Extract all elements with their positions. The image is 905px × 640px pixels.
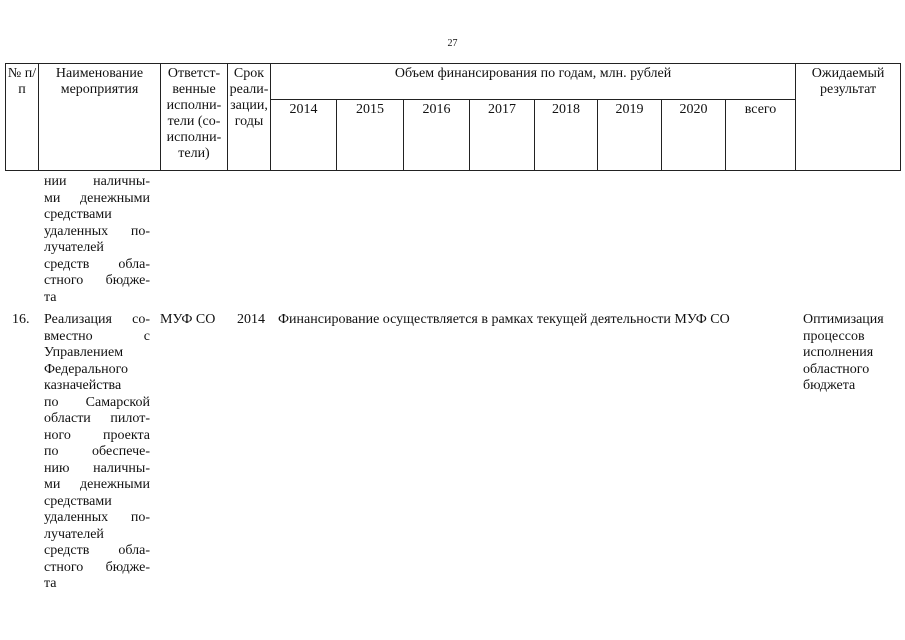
- row16-financing: Финансирование осуществляется в рамках текущей деятельности МУФ СО: [278, 312, 730, 327]
- row16-name-line: области пилот-: [44, 411, 150, 426]
- year-total: всего: [726, 100, 796, 171]
- header-num: № п/п: [6, 64, 39, 171]
- continuation-line: та: [44, 289, 57, 305]
- continuation-line: ми денежными: [44, 190, 150, 206]
- year-2015: 2015: [337, 100, 404, 171]
- row16-name-line: удаленных по-: [44, 510, 150, 525]
- row16-name-line: нию наличны-: [44, 460, 150, 476]
- year-2016: 2016: [404, 100, 470, 171]
- row16-name-line: средствами: [44, 493, 112, 509]
- continuation-line: средствами: [44, 207, 112, 222]
- row16-result-line: областного: [803, 361, 870, 377]
- row16-name-line: казначейства: [44, 378, 122, 393]
- row16-result-line: процессов: [803, 328, 865, 344]
- year-2014: 2014: [271, 100, 337, 171]
- year-2017: 2017: [470, 100, 535, 171]
- row16-name-line: та: [44, 576, 57, 591]
- row16-name-line: ного проекта: [44, 427, 150, 443]
- header-financing: Объем финансирования по годам, млн. рублей: [271, 64, 796, 100]
- row16-name-line: вместно с: [44, 328, 150, 344]
- row16-result-line: бюджета: [803, 378, 856, 393]
- continuation-line: нии наличны-: [44, 174, 150, 189]
- year-2020: 2020: [662, 100, 726, 171]
- row16-result: [803, 312, 898, 395]
- row16-name-line: по обеспече-: [44, 444, 150, 459]
- table-header: [5, 63, 901, 171]
- header-term: Срок реали-зации, годы: [228, 64, 271, 171]
- row16-name-line: лучателей: [44, 526, 104, 542]
- row16-result-line: Оптимизация: [803, 312, 884, 327]
- row16-term: 2014: [237, 312, 265, 327]
- row16-name-line: Реализация со-: [44, 312, 150, 327]
- year-2019: 2019: [598, 100, 662, 171]
- row16-responsible: МУФ СО: [160, 312, 216, 327]
- row16-result-line: исполнения: [803, 345, 874, 360]
- continuation-name: [44, 174, 150, 306]
- page-number: 27: [447, 38, 458, 49]
- row16-name-line: Управлением: [44, 345, 124, 360]
- row16-name-line: средств обла-: [44, 543, 150, 558]
- header-responsible: Ответст-венные исполни-тели (со-исполни-тели): [161, 64, 228, 171]
- row16-name-line: по Самарской: [44, 394, 150, 410]
- header-name: Наименование мероприятия: [39, 64, 161, 171]
- row16-name-line: стного бюдже-: [44, 559, 150, 575]
- row16-name-line: ми денежными: [44, 477, 150, 492]
- row16-num: 16.: [12, 312, 30, 327]
- row16-name-line: Федерального: [44, 361, 129, 377]
- continuation-line: удаленных по-: [44, 223, 150, 239]
- row16-name: [44, 312, 150, 593]
- year-2018: 2018: [535, 100, 598, 171]
- continuation-line: средств обла-: [44, 256, 150, 272]
- continuation-line: лучателей: [44, 240, 104, 255]
- continuation-line: стного бюдже-: [44, 273, 150, 288]
- header-result: Ожидаемый результат: [796, 64, 901, 171]
